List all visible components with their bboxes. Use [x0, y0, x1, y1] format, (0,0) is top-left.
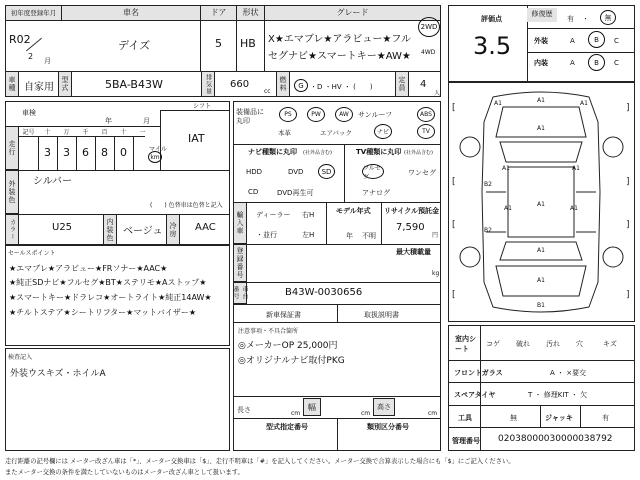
repair-yes: 有: [567, 15, 574, 23]
rule: [344, 144, 345, 202]
interior-color-value: ベージュ: [123, 226, 163, 237]
damage-mark: A1: [494, 100, 502, 107]
interior-color-label: 内装色: [103, 214, 117, 245]
dim-height-unit: cm: [428, 410, 438, 417]
exterior-note: ( ) 色替車は色替と記入: [150, 202, 223, 209]
interior-grade-c: C: [614, 59, 619, 67]
model-label: 型式: [58, 71, 72, 97]
shift-label: シフト: [193, 103, 212, 110]
recycle-unit: 円: [432, 232, 439, 239]
rule: [233, 282, 441, 283]
navi-cd: CD: [248, 188, 259, 196]
equipment-item: サンルーフ: [358, 111, 393, 119]
tv-sub: (社外品含む): [404, 150, 433, 156]
rule: [326, 202, 327, 244]
rule: [540, 405, 541, 427]
jack-value: 有: [602, 414, 609, 422]
rule: [337, 304, 338, 322]
import-parallel: ・並行: [256, 231, 277, 239]
shape-value: HB: [240, 37, 256, 50]
import-left: 左H: [302, 231, 315, 239]
rule: [448, 427, 635, 428]
equipment-item-circled: AW: [335, 107, 353, 122]
tv-fullseg-circle: フルセグ: [362, 164, 384, 179]
doors-value: 5: [215, 37, 222, 50]
class-number-label: 類別区分番号: [367, 423, 409, 431]
warranty-manual: 取扱説明書: [364, 311, 399, 319]
inspection-year: 年: [105, 117, 112, 125]
rule: [448, 405, 635, 406]
import-label: 輸入車: [233, 202, 247, 244]
mileage-km-circle: km: [148, 151, 162, 163]
color-code-value: U25: [52, 222, 73, 233]
seats-value: 4: [420, 79, 427, 90]
exterior-grade-label: 外装: [534, 37, 548, 45]
import-right: 右H: [302, 211, 315, 219]
mileage-unit-header: 十: [44, 129, 51, 136]
rule: [448, 360, 635, 361]
jack-label: ジャッキ: [545, 414, 573, 422]
tv-label: TV種類に丸印: [356, 148, 402, 156]
tools-value: 無: [510, 414, 517, 422]
inspection-month: 月: [143, 117, 150, 125]
model-value: 5BA-B43W: [105, 78, 163, 91]
model-year-unknown: 不明: [362, 232, 376, 240]
fuel-rest: ・D ・HV ・ ( ): [310, 83, 373, 91]
damage-mark: A1: [570, 205, 578, 212]
rule: [233, 322, 441, 323]
mileage-mile-unit: マイル: [149, 146, 167, 153]
tools-label: 工具: [458, 414, 472, 422]
grade-line-1: X★エマブレ★アラビュー★フル: [268, 34, 411, 45]
seats-unit: 人: [434, 90, 441, 97]
mileage-digit: 6: [82, 146, 89, 159]
mileage-digit: 3: [63, 146, 70, 159]
equipment-item-circled: TV: [417, 124, 435, 139]
damage-mark: A1: [537, 125, 545, 132]
mileage-digit: 3: [44, 146, 51, 159]
rule: [480, 325, 481, 451]
notes-line-1: ◎メーカーOP 25,000円: [238, 341, 338, 351]
dim-length-unit: cm: [291, 410, 301, 417]
recycle-label: リサイクル預託金: [384, 207, 440, 215]
damage-mark: A1: [537, 277, 545, 284]
shift-value: IAT: [188, 132, 205, 145]
sales-line-1: ★エマブレ★アラビュー★FRソナー★AAC★: [9, 264, 168, 273]
inspector-notes-text: 外装ウスキズ・ホイルA: [10, 369, 106, 379]
model-year-year: 年: [346, 232, 353, 240]
navi-sub: (社外品含む): [303, 150, 332, 156]
warranty-new-car: 新車保証書: [266, 311, 301, 319]
rule: [5, 214, 230, 215]
rule: [580, 405, 581, 427]
rule: [160, 110, 230, 111]
chassis-label: 車台番号: [233, 282, 247, 304]
reg-month-unit: 月: [44, 57, 51, 65]
car-wheel: [603, 247, 623, 267]
spare-value: T ・ 修理KIT ・ 欠: [528, 391, 588, 399]
equipment-item-circled: ABS: [417, 107, 435, 122]
mileage-digit: 0: [120, 146, 127, 159]
svg-text:]: ]: [626, 103, 630, 113]
score-label: 評価点: [481, 15, 502, 23]
svg-text:[: [: [452, 220, 456, 230]
reg-label: 初年度登録年月: [5, 5, 62, 21]
capacity-unit: kg: [432, 270, 440, 277]
svg-text:[: [: [452, 290, 456, 300]
car-diagram: [448, 82, 635, 322]
seat-option: コゲ: [486, 340, 500, 348]
equipment-label: 装備品に丸印: [236, 108, 264, 125]
type-number-label: 型式指定番号: [266, 423, 308, 431]
mileage-unit-header: 百: [101, 129, 108, 136]
exterior-grade-c: C: [614, 37, 619, 45]
recycle-value: 7,590: [396, 222, 425, 233]
door-label: ドア: [200, 5, 237, 21]
reg-month: 2: [28, 52, 34, 61]
interior-seat-label: 室内シート: [455, 335, 476, 353]
inspection-label: 車検: [22, 109, 36, 117]
windshield-value: A ・ ×要交: [550, 369, 587, 377]
rule: [527, 52, 635, 53]
ac-label: 冷房: [166, 214, 180, 245]
mileage-unit-header: 十: [120, 129, 127, 136]
rule: [133, 136, 134, 170]
drive-2wd-circle: 2WD: [418, 17, 440, 37]
dim-width: 幅: [303, 398, 321, 416]
repair-dot: ・: [582, 15, 589, 23]
navi-label: ナビ種類に丸印: [248, 148, 297, 156]
damage-mark: A1: [580, 100, 588, 107]
management-value: 02038000030000038792: [498, 434, 613, 444]
rule: [233, 202, 441, 203]
shape-label: 形状: [236, 5, 265, 21]
sales-line-2: ★純正SDナビ★フルセグ★BT★ステリモ★Aストップ★: [9, 278, 207, 287]
fuel-g-circle: G: [294, 79, 308, 92]
seat-option: 穴: [576, 340, 583, 348]
color-code-label: カラー: [5, 214, 19, 245]
usage-label: 車種: [5, 71, 19, 97]
footer-line-1: 走行距離の記号欄には メーター改ざん車は「*」、メーター交換車は「$」、走行不明車は「#」を記入してください。メーター交換で合算表示した場合にも「$」にご記入ください。: [5, 458, 515, 465]
navi-hdd: HDD: [246, 168, 263, 176]
score-value: 3.5: [473, 32, 512, 60]
footer-line-2: またメーター交換の条件を満たしていないものはメーター改ざん車として扱います。: [5, 469, 244, 476]
inspector-notes-label: 検査記入: [8, 354, 33, 361]
equipment-item: エアバック: [320, 129, 352, 137]
spare-label: スペアタイヤ: [454, 391, 496, 399]
damage-mark: A1: [537, 201, 545, 208]
damage-mark: B1: [537, 302, 545, 309]
damage-mark: B2: [484, 181, 492, 188]
interior-grade-b-circle: B: [588, 54, 605, 71]
windshield-label: フロントガラス: [454, 369, 503, 377]
seats-label: 定員: [395, 71, 409, 97]
navi-dvd-play: DVD再生可: [277, 189, 314, 197]
damage-mark: B2: [484, 227, 492, 234]
displacement-label: 排気量: [201, 71, 215, 97]
equipment-item-circled: PS: [279, 107, 297, 122]
model-year-label: モデル年式: [336, 207, 371, 215]
repair-label: 修復歴: [527, 8, 557, 22]
svg-text:]: ]: [626, 290, 630, 300]
displacement-value: 660: [230, 79, 250, 90]
grade-line-2: セグナビ★スマートキー★AW★: [268, 51, 411, 62]
rule: [233, 244, 441, 245]
equipment-item-circled: ナビ: [374, 124, 392, 139]
fuel-label: 燃料: [276, 71, 290, 97]
svg-text:]: ]: [626, 220, 630, 230]
seat-option: キズ: [603, 340, 617, 348]
damage-mark: A1: [502, 165, 510, 172]
drive-4wd: 4WD: [421, 49, 436, 56]
car-hood: [496, 107, 586, 137]
mileage-unit-header: 一: [139, 129, 146, 136]
equipment-item-circled: PW: [307, 107, 325, 122]
rule: [5, 170, 230, 171]
name-label: 車名: [61, 5, 201, 21]
exterior-grade-a: A: [570, 37, 575, 45]
car-wheel: [603, 137, 623, 157]
notes-line-2: ◎オリジナルナビ取付PKG: [238, 356, 345, 366]
car-name: デイズ: [118, 39, 151, 52]
car-wheel: [460, 137, 480, 157]
rule: [448, 382, 635, 383]
damage-mark: A1: [537, 247, 545, 254]
svg-text:]: ]: [626, 177, 630, 187]
rule: [527, 28, 635, 29]
exterior-grade-b-circle: B: [588, 31, 605, 48]
equipment-item: 本革: [278, 129, 291, 137]
damage-mark: A1: [572, 165, 580, 172]
registration-label: 登録番号: [233, 244, 247, 282]
damage-mark: A1: [537, 97, 545, 104]
interior-grade-a: A: [570, 59, 575, 67]
rule: [381, 202, 382, 244]
mileage-label: 走行: [5, 126, 19, 170]
notes-label: 注意事項・不具合箇所: [238, 328, 299, 335]
seat-option: 破れ: [516, 340, 530, 348]
svg-text:[: [: [452, 103, 456, 113]
mileage-unit-header: 万: [63, 129, 70, 136]
rule: [233, 396, 441, 397]
chassis-value: B43W-0030656: [285, 287, 363, 298]
reg-year: R02: [9, 33, 31, 46]
car-wheel: [460, 247, 480, 267]
management-label: 管理番号: [452, 437, 480, 445]
inspector-notes-box: [5, 348, 230, 451]
navi-dvd: DVD: [288, 168, 304, 176]
sales-line-4: ★チルトステア★シートリフター★マットバイザー★: [9, 308, 197, 317]
mileage-unit-header: 千: [82, 129, 89, 136]
import-dealer: ディーラー: [256, 211, 291, 219]
rule: [233, 144, 441, 145]
dim-height: 高さ: [373, 398, 395, 416]
sales-points-label: セールスポイント: [8, 250, 56, 257]
sales-line-3: ★スマートキー★ドラレコ★オートライト★純正14AW★: [9, 293, 212, 302]
grade-label: グレード: [264, 5, 441, 21]
tv-analog: アナログ: [362, 189, 390, 197]
mileage-digit: 8: [101, 146, 108, 159]
damage-mark: A1: [504, 205, 512, 212]
cc-unit: cc: [264, 88, 271, 95]
car-windshield: [500, 142, 582, 162]
dim-width-unit: cm: [361, 410, 371, 417]
capacity-label: 最大積載量: [396, 248, 431, 256]
seat-option: 汚れ: [546, 340, 560, 348]
navi-sd-circle: SD: [318, 164, 335, 179]
svg-text:[: [: [452, 177, 456, 187]
ac-value: AAC: [195, 222, 216, 233]
tv-oneseg: ワンセグ: [408, 169, 436, 177]
mileage-unit-header: 記号: [22, 129, 35, 136]
usage-value: 自家用: [24, 82, 54, 93]
exterior-value: シルバー: [33, 176, 73, 187]
interior-grade-label: 内装: [534, 59, 548, 67]
dim-length: 長さ: [237, 406, 251, 414]
repair-no-circle: 無: [600, 10, 616, 25]
rule: [337, 418, 338, 451]
exterior-label: 外装色: [5, 170, 19, 214]
